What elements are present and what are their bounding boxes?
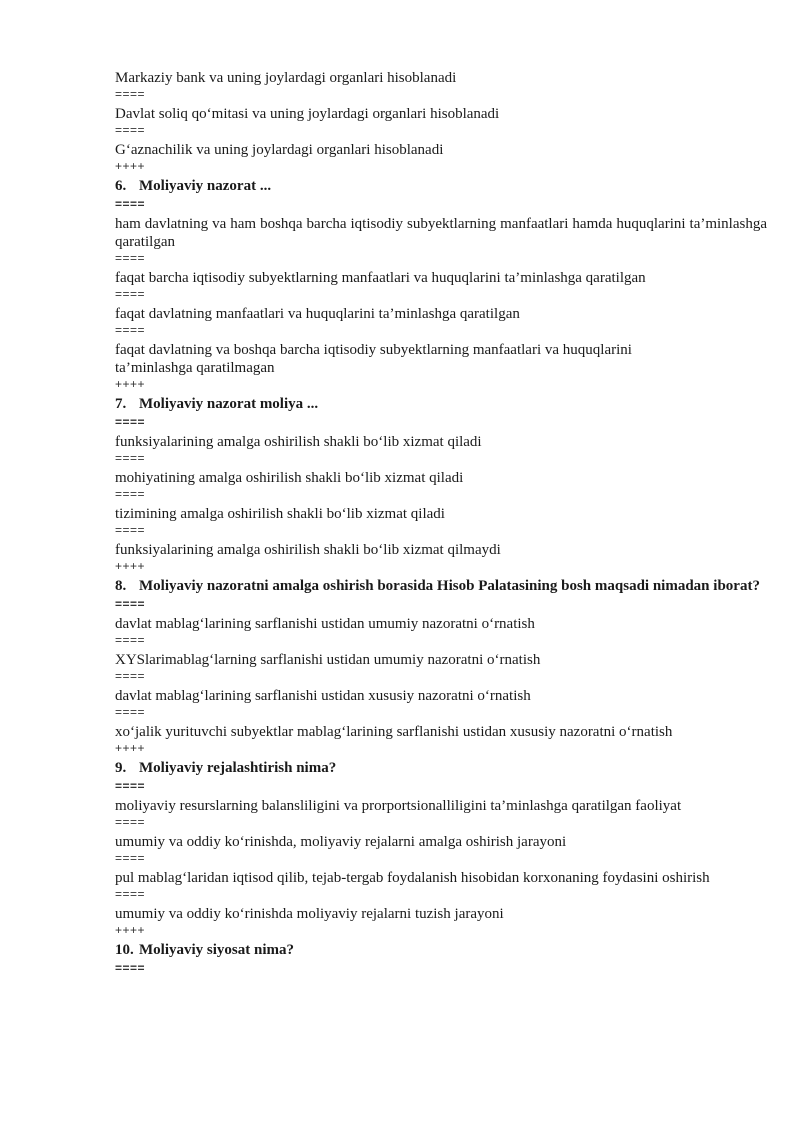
separator: ==== xyxy=(115,887,146,901)
question-9 xyxy=(115,759,767,777)
separator: ++++ xyxy=(115,741,146,755)
separator: ==== xyxy=(115,415,146,429)
separator: ++++ xyxy=(115,377,146,391)
answer-option: faqat davlatning manfaatlari va huquqlarini ta’minlashga qaratilgan xyxy=(115,306,520,322)
separator: ==== xyxy=(115,287,146,301)
separator: ==== xyxy=(115,197,146,211)
answer-option: davlat mablag‘larining sarflanishi ustidan xususiy nazoratni o‘rnatish xyxy=(115,688,531,704)
answer-option: faqat barcha iqtisodiy subyektlarning manfaatlari va huquqlarini ta’minlashga qaratilgan xyxy=(115,270,646,286)
separator: ==== xyxy=(115,851,146,865)
question-text: Moliyaviy nazorat moliya ... xyxy=(139,396,319,412)
separator: ==== xyxy=(115,633,146,647)
answer-option: funksiyalarining amalga oshirilish shakli bo‘lib xizmat qiladi xyxy=(115,434,482,450)
separator: ==== xyxy=(115,87,146,101)
test-content xyxy=(115,69,767,979)
question-text: Moliyaviy rejalashtirish nima? xyxy=(139,760,337,776)
question-10 xyxy=(115,941,767,959)
answer-option: XYSlarimablag‘larning sarflanishi ustidan umumiy nazoratni o‘rnatish xyxy=(115,652,541,668)
question-number: 7. xyxy=(115,396,127,412)
separator: ==== xyxy=(115,251,146,265)
separator: ==== xyxy=(115,597,146,611)
answer-option: pul mablag‘laridan iqtisod qilib, tejab-tergab foydalanish hisobidan korxonaning foydasini oshirish xyxy=(115,870,710,886)
question-number: 8. xyxy=(115,578,127,594)
question-7 xyxy=(115,395,767,413)
separator: ==== xyxy=(115,487,146,501)
separator: ++++ xyxy=(115,923,146,937)
answer-option: umumiy va oddiy ko‘rinishda, moliyaviy rejalarni amalga oshirish jarayoni xyxy=(115,834,567,850)
question-6 xyxy=(115,177,767,195)
separator: ==== xyxy=(115,123,146,137)
answer-option: umumiy va oddiy ko‘rinishda moliyaviy rejalarni tuzish jarayoni xyxy=(115,906,504,922)
question-text: Moliyaviy nazoratni amalga oshirish borasida Hisob Palatasining bosh maqsadi nimadan iborat? xyxy=(139,578,760,594)
separator: ==== xyxy=(115,451,146,465)
answer-option: funksiyalarining amalga oshirilish shakli bo‘lib xizmat qilmaydi xyxy=(115,542,501,558)
question-text: Moliyaviy nazorat ... xyxy=(139,178,272,194)
answer-option: tizimining amalga oshirilish shakli bo‘lib xizmat qiladi xyxy=(115,506,445,522)
separator: ++++ xyxy=(115,159,146,173)
separator: ==== xyxy=(115,323,146,337)
answer-option: mohiyatining amalga oshirilish shakli bo‘lib xizmat qiladi xyxy=(115,470,464,486)
answer-option: Davlat soliq qo‘mitasi va uning joylardagi organlari hisoblanadi xyxy=(115,106,500,122)
separator: ==== xyxy=(115,669,146,683)
separator: ==== xyxy=(115,705,146,719)
question-8 xyxy=(115,577,767,595)
separator: ==== xyxy=(115,961,146,975)
answer-option: davlat mablag‘larining sarflanishi ustidan umumiy nazoratni o‘rnatish xyxy=(115,616,535,632)
separator: ==== xyxy=(115,523,146,537)
answer-option: moliyaviy resurslarning balansliligini va prorportsionalliligini ta’minlashga qaratilgan faoliyat xyxy=(115,798,682,814)
question-number: 9. xyxy=(115,760,127,776)
answer-option: G‘aznachilik va uning joylardagi organlari hisoblanadi xyxy=(115,142,444,158)
answer-option: Markaziy bank va uning joylardagi organlari hisoblanadi xyxy=(115,70,457,86)
answer-option: ham davlatning va ham boshqa barcha iqtisodiy subyektlarning manfaatlari hamda huquqlarini ta’minlashga qaratilgan xyxy=(115,216,767,250)
separator: ++++ xyxy=(115,559,146,573)
answer-option: faqat davlatning va boshqa barcha iqtisodiy subyektlarning manfaatlari va huquqlarini ta’minlashga qaratilmagan xyxy=(115,342,632,376)
question-number: 6. xyxy=(115,178,127,194)
question-text: Moliyaviy siyosat nima? xyxy=(139,942,295,958)
separator: ==== xyxy=(115,779,146,793)
separator: ==== xyxy=(115,815,146,829)
answer-option: xo‘jalik yurituvchi subyektlar mablag‘larining sarflanishi ustidan xususiy nazoratni o‘rnatish xyxy=(115,724,673,740)
question-number: 10. xyxy=(115,942,134,958)
